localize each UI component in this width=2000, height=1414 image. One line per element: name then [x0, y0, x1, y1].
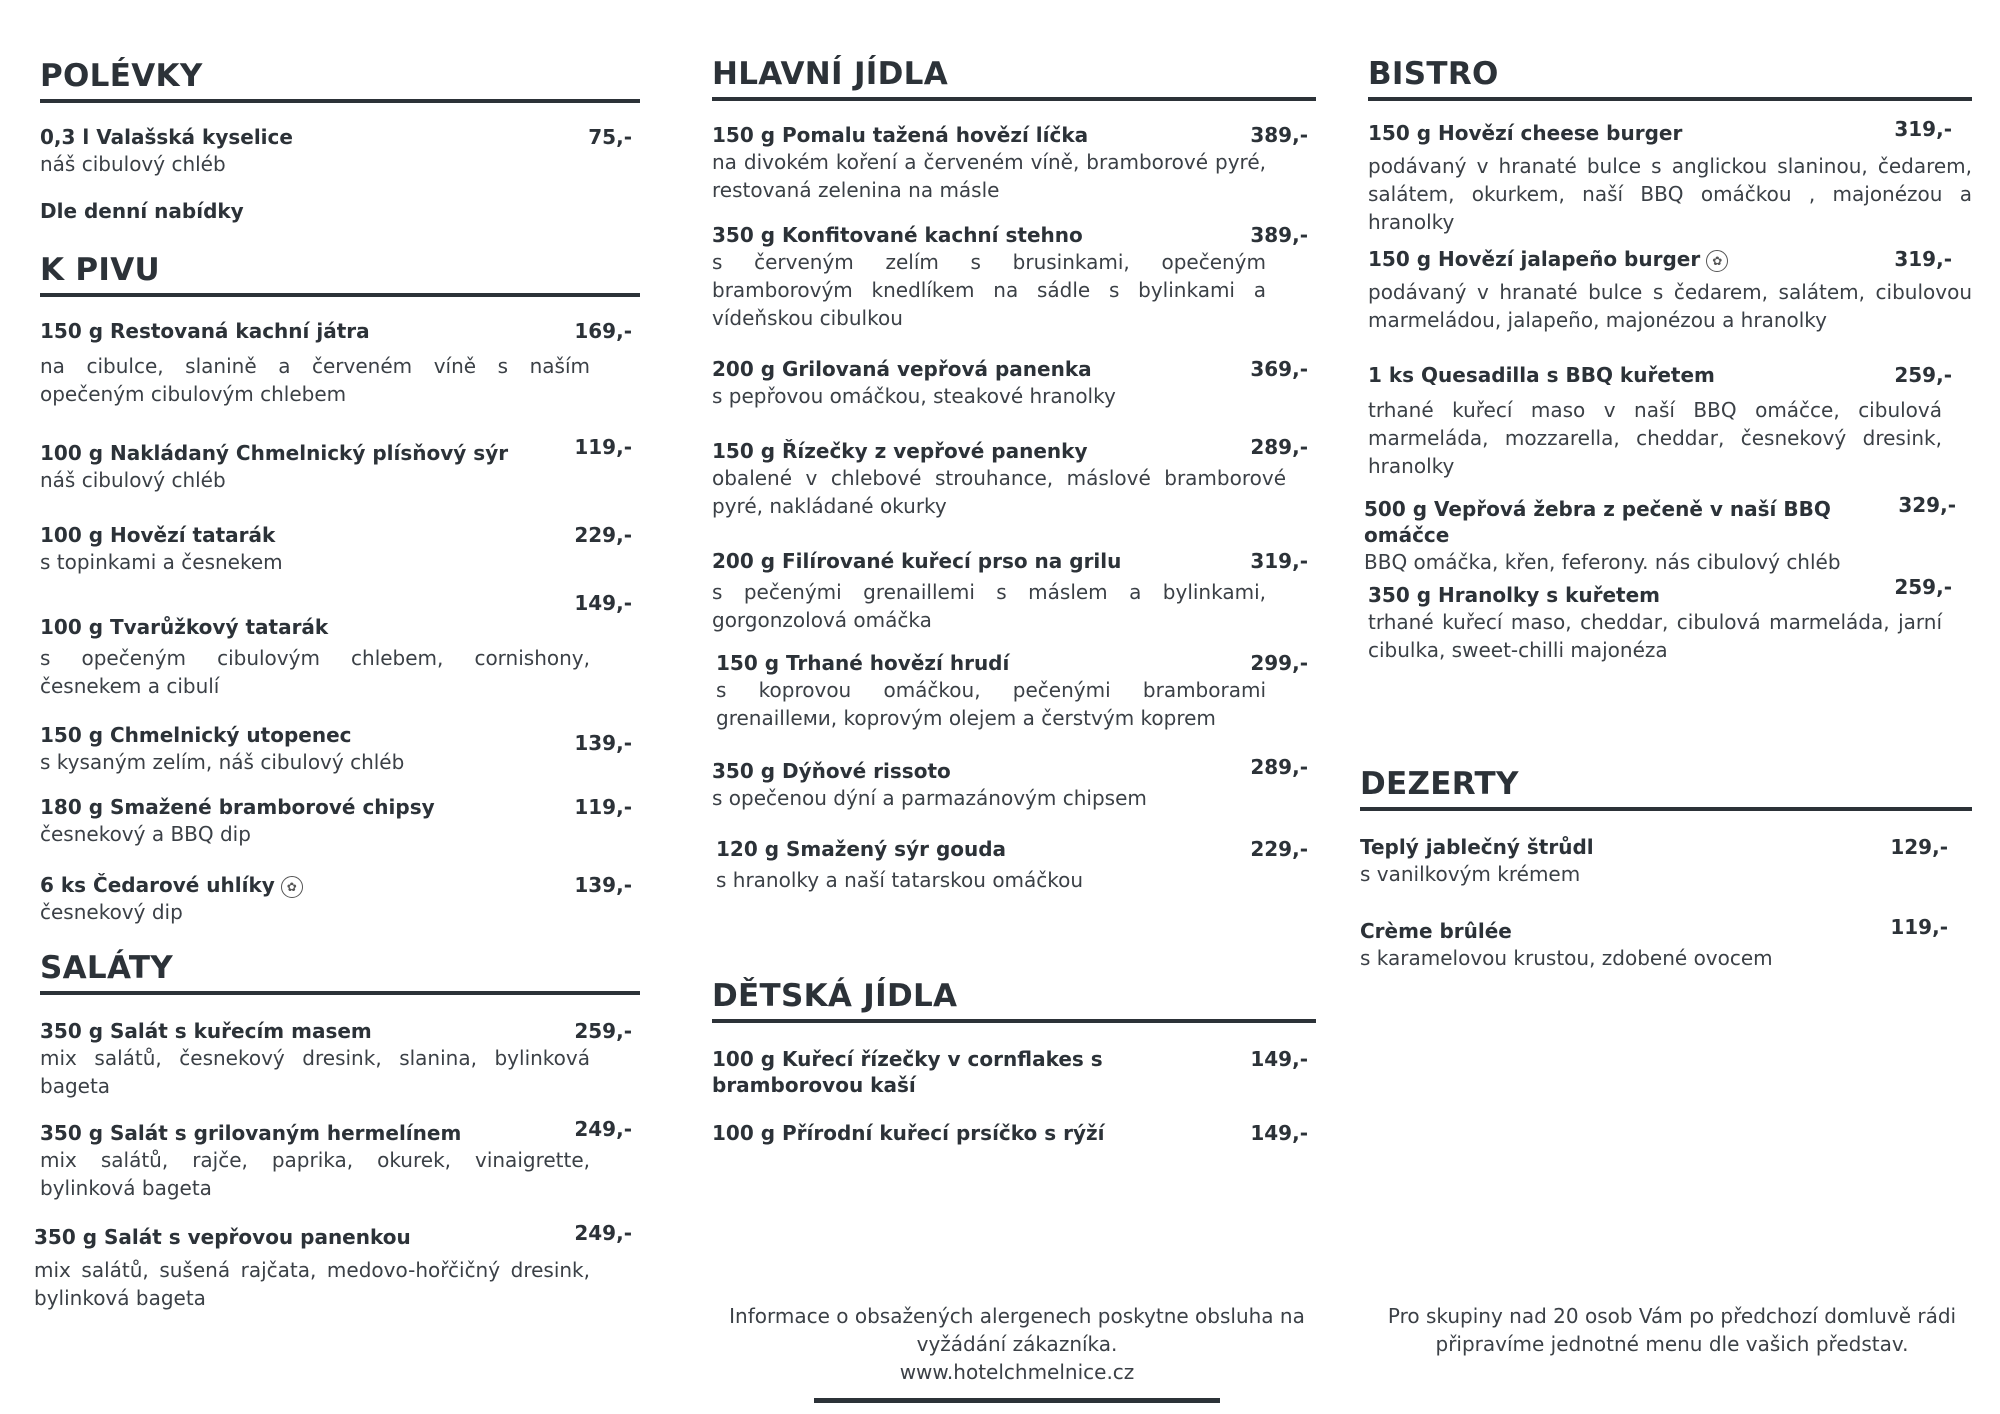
menu-item [712, 122, 1316, 204]
item-description: trhané kuřecí maso v naší BBQ omáčce, cibulová marmeláda, mozzarella, cheddar, česnekový dresink, hranolky [1368, 398, 1942, 478]
menu-item [712, 1120, 1316, 1146]
item-description: na cibulce, slanině a červeném víně s naším opečeným cibulovým chlebem [40, 354, 590, 406]
item-description: mix salátů, rajče, paprika, okurek, vinaigrette, bylinková bageta [40, 1148, 590, 1200]
item-price: 299,- [1250, 651, 1308, 675]
item-price: 229,- [574, 523, 632, 547]
menu-item [712, 548, 1316, 634]
item-name: 150 g Chmelnický utopenec [40, 723, 352, 747]
item-price: 75,- [588, 125, 632, 149]
item-price: 149,- [574, 591, 632, 615]
item-name: Teplý jablečný štrůdl [1360, 835, 1594, 859]
item-name: 150 g Trhané hovězí hrudí [716, 651, 1010, 675]
item-description: s hranolky a naší tatarskou omáčkou [716, 868, 1084, 892]
item-price: 169,- [574, 319, 632, 343]
item-description: mix salátů, česnekový dresink, slanina, bylinková bageta [40, 1046, 590, 1098]
item-name: 200 g Grilovaná vepřová panenka [712, 357, 1092, 381]
section-title: K PIVU [40, 252, 640, 297]
item-description: mix salátů, sušená rajčata, medovo-hořčičný dresink, bylinková bageta [34, 1258, 590, 1310]
menu-item [40, 1117, 640, 1202]
item-name: 200 g Filírované kuřecí prso na grilu [712, 549, 1122, 573]
item-description: náš cibulový chléb [40, 152, 226, 176]
item-price: 249,- [574, 1221, 632, 1245]
menu-item [40, 318, 640, 408]
item-price: 229,- [1250, 837, 1308, 861]
item-price: 389,- [1250, 223, 1308, 247]
menu-item [40, 435, 640, 494]
menu-item [712, 356, 1316, 410]
menu-item [40, 198, 640, 224]
item-description: s kysaným zelím, náš cibulový chléb [40, 750, 405, 774]
item-price: 129,- [1890, 835, 1948, 859]
item-name [1368, 246, 1972, 272]
section-title: BISTRO [1368, 56, 1972, 101]
item-price: 289,- [1250, 755, 1308, 779]
item-name: Dle denní nabídky [40, 199, 244, 223]
item-description: trhané kuřecí maso, cheddar, cibulová marmeláda, jarní cibulka, sweet-chilli majonéza [1368, 610, 1942, 662]
item-name-text: 150 g Hovězí jalapeño burger [1368, 247, 1701, 271]
menu-item [40, 872, 640, 926]
menu-item [34, 1221, 640, 1312]
groups-text: Pro skupiny nad 20 osob Vám po předchozí domluvě rádi připravíme jednotné menu dle vašich představ. [1387, 1304, 1957, 1356]
item-price: 249,- [574, 1117, 632, 1141]
section-title: SALÁTY [40, 950, 640, 995]
item-name: 350 g Salát s kuřecím masem [40, 1019, 372, 1043]
item-name: 350 g Dýňové rissoto [712, 759, 951, 783]
section-soups [40, 58, 640, 103]
item-name: 100 g Přírodní kuřecí prsíčko s rýží [712, 1121, 1105, 1145]
item-name: 150 g Restovaná kachní játra [40, 319, 370, 343]
menu-item [1368, 362, 1972, 480]
item-price: 289,- [1250, 435, 1308, 459]
footer-divider [814, 1398, 1220, 1403]
menu-item [40, 522, 640, 576]
item-price: 119,- [574, 435, 632, 459]
section-salads [40, 950, 640, 995]
item-price: 149,- [1250, 1047, 1308, 1071]
item-description: na divokém koření a červeném víně, bramborové pyré, restovaná zelenina na másle [712, 150, 1266, 202]
section-desserts [1360, 766, 1972, 811]
allergen-text: Informace o obsažených alergenech poskytne obsluha na vyžádání zákazníka. [729, 1304, 1305, 1356]
menu-item [1368, 246, 1972, 334]
item-description: s pepřovou omáčkou, steakové hranolky [712, 384, 1116, 408]
item-name-text: 6 ks Čedarové uhlíky [40, 873, 275, 897]
item-description: BBQ omáčka, křen, feferony. nás cibulový chléb [1364, 550, 1841, 574]
item-price: 259,- [1894, 363, 1952, 387]
item-name: 0,3 l Valašská kyselice [40, 125, 293, 149]
section-title: HLAVNÍ JÍDLA [712, 56, 1316, 101]
menu-item [1368, 575, 1972, 664]
item-price: 259,- [1894, 575, 1952, 599]
item-price: 319,- [1250, 549, 1308, 573]
item-name: 100 g Nakládaný Chmelnický plísňový sýr [40, 441, 509, 465]
item-name: Crème brûlée [1360, 919, 1512, 943]
item-price: 139,- [574, 873, 632, 897]
menu-item [40, 1018, 640, 1100]
section-title: POLÉVKY [40, 58, 640, 103]
item-name: 120 g Smažený sýr gouda [716, 837, 1007, 861]
menu-item [1360, 915, 1972, 972]
item-name: 1 ks Quesadilla s BBQ kuřetem [1368, 363, 1715, 387]
item-price: 319,- [1894, 247, 1952, 271]
item-name: 350 g Konfitované kachní stehno [712, 223, 1083, 247]
menu-item [40, 591, 640, 700]
item-description: obalené v chlebové strouhance, máslové bramborové pyré, nakládané okurky [712, 466, 1286, 518]
menu-item [1364, 493, 1972, 576]
section-title: DĚTSKÁ JÍDLA [712, 978, 1316, 1023]
vegetarian-icon: ✿ [1706, 250, 1728, 272]
item-price: 329,- [1898, 493, 1956, 517]
menu-item [40, 124, 640, 178]
item-price: 369,- [1250, 357, 1308, 381]
item-name [40, 872, 640, 898]
item-price: 119,- [1890, 915, 1948, 939]
section-main-dishes [712, 56, 1316, 101]
menu-item [1360, 834, 1972, 888]
item-price: 139,- [574, 731, 632, 755]
item-description: podávaný v hranaté bulce s čedarem, salátem, cibulovou marmeládou, jalapeño, majonézou a hranolky [1368, 280, 1972, 332]
item-description: s opečeným cibulovým chlebem, cornishony, česnekem a cibulí [40, 646, 590, 698]
section-title: DEZERTY [1360, 766, 1972, 811]
website-link[interactable]: www.hotelchmelnice.cz [899, 1360, 1135, 1384]
section-kids-meals [712, 978, 1316, 1023]
item-price: 149,- [1250, 1121, 1308, 1145]
item-description: s vanilkovým krémem [1360, 862, 1581, 886]
item-description: česnekový dip [40, 900, 183, 924]
menu-item [1368, 117, 1972, 236]
menu-item [712, 1046, 1316, 1098]
item-name: 100 g Hovězí tatarák [40, 523, 276, 547]
menu-item [716, 650, 1316, 732]
item-name: 150 g Hovězí cheese burger [1368, 121, 1683, 145]
item-name: 150 g Řízečky z vepřové panenky [712, 439, 1088, 463]
item-price: 259,- [574, 1019, 632, 1043]
item-description: náš cibulový chléb [40, 468, 226, 492]
groups-note [1368, 1302, 1976, 1358]
item-description: s topinkami a česnekem [40, 550, 283, 574]
item-name: 180 g Smažené bramborové chipsy [40, 795, 435, 819]
menu-item [712, 435, 1316, 520]
item-name: 350 g Hranolky s kuřetem [1368, 583, 1661, 607]
item-name: 150 g Pomalu tažená hovězí líčka [712, 123, 1089, 147]
menu-item [712, 755, 1316, 812]
item-description: s opečenou dýní a parmazánovým chipsem [712, 786, 1147, 810]
section-bistro [1368, 56, 1972, 101]
item-description: s karamelovou krustou, zdobené ovocem [1360, 946, 1773, 970]
menu-item [712, 222, 1316, 332]
item-name: 100 g Tvarůžkový tatarák [40, 615, 329, 639]
item-description: česnekový a BBQ dip [40, 822, 251, 846]
item-description: s červeným zelím s brusinkami, opečeným bramborovým knedlíkem na sádle s bylinkami a vídeňskou cibulkou [712, 250, 1266, 330]
item-description: s koprovou omáčkou, pečenými bramborami grenailleми, koprovým olejem a čerstvým koprem [716, 678, 1266, 730]
section-beer-snacks [40, 252, 640, 297]
item-name: 100 g Kuřecí řízečky v cornflakes s bramborovou kaší [712, 1047, 1103, 1097]
item-name: 350 g Salát s grilovaným hermelínem [40, 1121, 462, 1145]
item-name: 500 g Vepřová žebra z pečeně v naší BBQ omáčce [1364, 497, 1831, 547]
item-name: 350 g Salát s vepřovou panenkou [34, 1225, 411, 1249]
vegetarian-icon: ✿ [281, 876, 303, 898]
item-description: podávaný v hranaté bulce s anglickou slaninou, čedarem, salátem, okurkem, naší BBQ omáčkou , majonézou a hranolky [1368, 154, 1972, 234]
item-price: 319,- [1894, 117, 1952, 141]
allergen-note [712, 1302, 1322, 1386]
menu-item [40, 794, 640, 848]
item-description: s pečenými grenaillemi s máslem a bylinkami, gorgonzolová omáčka [712, 580, 1266, 632]
item-price: 119,- [574, 795, 632, 819]
menu-item [716, 836, 1316, 894]
item-price: 389,- [1250, 123, 1308, 147]
menu-item [40, 722, 640, 776]
